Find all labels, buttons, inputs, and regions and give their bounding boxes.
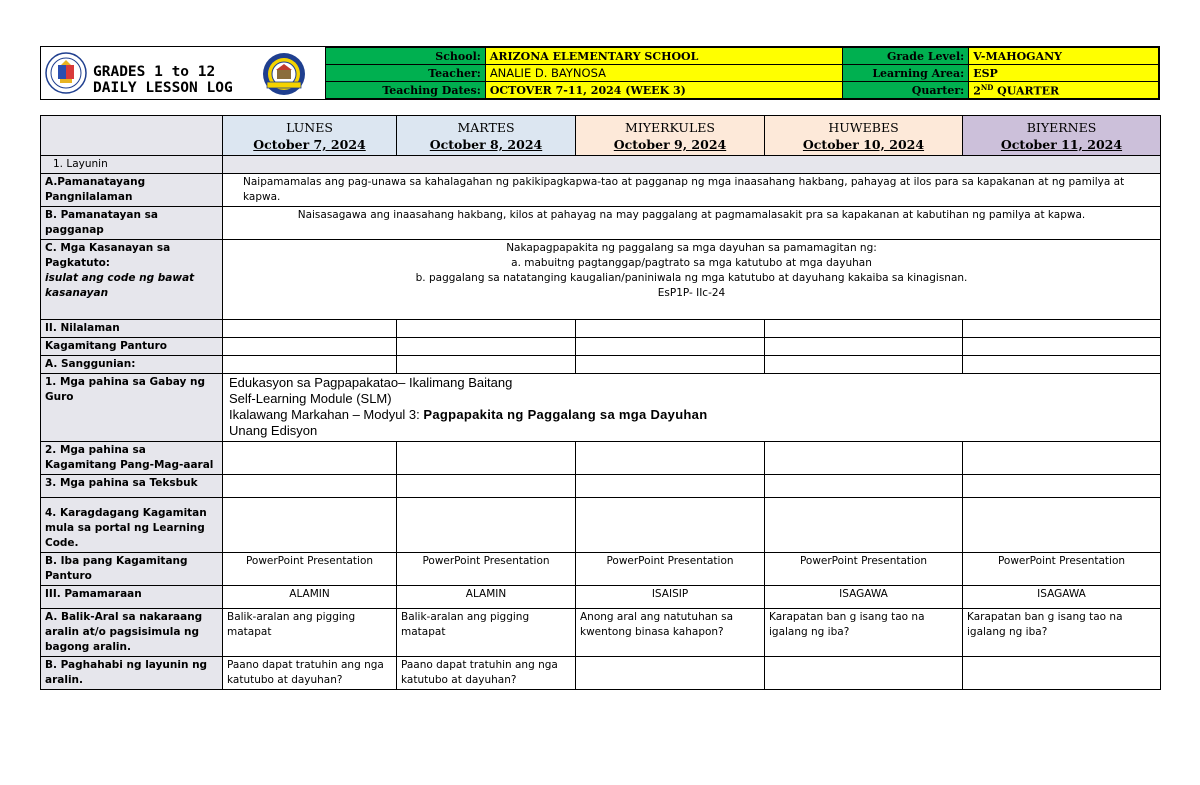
teaching-dates-label: Teaching Dates: [326,82,486,99]
row-pamamaraan [41,586,1161,609]
row-teksbuk [41,475,1161,498]
quarter-label: Quarter: [843,82,969,99]
day-date: October 7, 2024 [253,136,366,152]
empty-cell [765,475,963,498]
learning-area-value: ESP [969,65,1159,82]
title-grades: GRADES 1 to 12 [93,64,216,80]
day-date: October 9, 2024 [613,136,727,152]
quarter-suffix: ND [980,82,994,92]
deped-seal-icon [45,52,87,94]
empty-cell [397,498,576,553]
balik-aral-value: Karapatan ban g isang tao na igalang ng iba? [765,609,963,657]
balik-aral-value: Karapatan ban g isang tao na igalang ng iba? [963,609,1161,657]
school-seal-icon [261,52,307,96]
kasanayan-line: b. paggalang sa natatanging kaugalian/paniniwala ng mga katutubo at dayuhang kakaiba sa kinagisnan. [415,272,968,284]
gabay-line [229,407,1156,423]
quarter-value [969,82,1159,99]
empty-cell [576,356,765,374]
pamamaraan-value: ALAMIN [223,586,397,609]
day-martes [397,116,576,156]
layunin-label: 1. Layunin [41,156,223,174]
pagganap-label: B. Pamanatayan sa pagganap [41,207,223,240]
day-miyerkules [576,116,765,156]
iba-value: PowerPoint Presentation [576,553,765,586]
iba-value: PowerPoint Presentation [765,553,963,586]
grade-level-label: Grade Level: [843,48,969,65]
empty-cell [765,320,963,338]
pamanatayang-label: A.Pamanatayang Pangnilalaman [41,174,223,207]
day-name: HUWEBES [828,119,899,135]
paghahabi-value [765,657,963,690]
corner-cell [41,116,223,156]
balik-aral-value: Balik-aralan ang pigging matapat [223,609,397,657]
empty-cell [397,320,576,338]
layunin-span [223,156,1161,174]
school-value: ARIZONA ELEMENTARY SCHOOL [485,48,843,65]
lesson-log-table [40,115,1161,690]
gabay-line: Unang Edisyon [229,423,318,438]
empty-cell [963,338,1161,356]
kasanayan-note: isulat ang code ng bawat kasanayan [45,272,195,299]
row-pagganap [41,207,1161,240]
gabay-module-title: Pagpapakita ng Paggalang sa mga Dayuhan [423,407,708,422]
paghahabi-label: B. Paghahabi ng layunin ng aralin. [41,657,223,690]
empty-cell [397,338,576,356]
balik-aral-value: Balik-aralan ang pigging matapat [397,609,576,657]
gabay-label: 1. Mga pahina sa Gabay ng Guro [41,374,223,442]
pamamaraan-value: ISAGAWA [963,586,1161,609]
empty-cell [397,475,576,498]
quarter-number: 2 [973,84,981,98]
kasanayan-text [223,240,1161,320]
iba-value: PowerPoint Presentation [397,553,576,586]
empty-cell [223,320,397,338]
day-lunes [223,116,397,156]
balik-aral-value: Anong aral ang natutuhan sa kwentong binasa kahapon? [576,609,765,657]
empty-cell [963,498,1161,553]
grade-level-value: V-MAHOGANY [969,48,1159,65]
gabay-module: Ikalawang Markahan – Modyul 3: [229,407,424,422]
teaching-dates-value: OCTOVER 7-11, 2024 (WEEK 3) [485,82,843,99]
empty-cell [576,442,765,475]
empty-cell [576,320,765,338]
row-magaaral [41,442,1161,475]
day-header-row [41,116,1161,156]
title-daily-log: DAILY LESSON LOG [93,80,233,96]
row-pamanatayang [41,174,1161,207]
day-date: October 10, 2024 [802,136,925,152]
empty-cell [397,442,576,475]
gabay-text [223,374,1161,442]
learning-area-label: Learning Area: [843,65,969,82]
kasanayan-title: C. Mga Kasanayan sa Pagkatuto: [45,242,171,269]
row-sanggunian [41,356,1161,374]
empty-cell [223,442,397,475]
teacher-label: Teacher: [326,65,486,82]
day-name: MARTES [457,119,515,135]
empty-cell [576,338,765,356]
row-karagdagang [41,498,1161,553]
empty-cell [963,320,1161,338]
empty-cell [963,442,1161,475]
row-gabay [41,374,1161,442]
day-biyernes [963,116,1161,156]
day-name: MIYERKULES [625,119,715,135]
kagamitang-label: Kagamitang Panturo [41,338,223,356]
empty-cell [765,498,963,553]
kasanayan-label [41,240,223,320]
empty-cell [397,356,576,374]
lesson-log-header [40,46,1160,100]
empty-cell [963,475,1161,498]
pamamaraan-label: III. Pamamaraan [41,586,223,609]
day-date: October 8, 2024 [429,136,543,152]
paghahabi-value: Paano dapat tratuhin ang nga katutubo at dayuhan? [223,657,397,690]
empty-cell [765,356,963,374]
sanggunian-label: A. Sanggunian: [41,356,223,374]
magaaral-label: 2. Mga pahina sa Kagamitang Pang-Mag-aaral [41,442,223,475]
iba-label: B. Iba pang Kagamitang Panturo [41,553,223,586]
row-nilalaman [41,320,1161,338]
empty-cell [576,475,765,498]
iba-value: PowerPoint Presentation [963,553,1161,586]
gabay-line: Self-Learning Module (SLM) [229,391,392,406]
empty-cell [223,498,397,553]
kasanayan-line: Nakapagpapakita ng paggalang sa mga dayuhan sa pamamagitan ng: [506,242,877,254]
empty-cell [576,498,765,553]
teacher-value: ANALIE D. BAYNOSA [485,65,843,82]
empty-cell [223,475,397,498]
pamanatayang-text: Naipamamalas ang pag-unawa sa kahalagahan ng pakikipagkapwa-tao at pagganap ng mga inaasahang hakbang, pahayag at ilos para sa kapakanan at ng pamilya at kapwa. [223,174,1161,207]
paghahabi-value: Paano dapat tratuhin ang nga katutubo at dayuhan? [397,657,576,690]
iba-value: PowerPoint Presentation [223,553,397,586]
teksbuk-label: 3. Mga pahina sa Teksbuk [41,475,223,498]
day-name: BIYERNES [1026,119,1097,135]
karagdagang-label: 4. Karagdagang Kagamitan mula sa portal ng Learning Code. [41,498,223,553]
row-kasanayan [41,240,1161,320]
quarter-word: QUARTER [997,84,1060,98]
day-date: October 11, 2024 [1000,136,1123,152]
empty-cell [765,338,963,356]
school-label: School: [326,48,486,65]
pagganap-text: Naisasagawa ang inaasahang hakbang, kilos at pahayag na may paggalang at pagmamalasakit pra sa kapakanan at kabutihan ng pamilya at kapwa. [223,207,1161,240]
nilalaman-label: II. Nilalaman [41,320,223,338]
day-huwebes [765,116,963,156]
row-paghahabi [41,657,1161,690]
row-balik-aral [41,609,1161,657]
header-info-grid [325,47,1159,99]
row-iba [41,553,1161,586]
paghahabi-value [576,657,765,690]
day-name: LUNES [286,119,333,135]
gabay-line: Edukasyon sa Pagpapakatao– Ikalimang Baitang [229,375,513,390]
header-title [93,64,233,96]
row-layunin [41,156,1161,174]
row-kagamitang [41,338,1161,356]
kasanayan-code: EsP1P- IIc-24 [657,287,726,299]
empty-cell [223,356,397,374]
pamamaraan-value: ISAISIP [576,586,765,609]
balik-aral-label: A. Balik-Aral sa nakaraang aralin at/o pagsisimula ng bagong aralin. [41,609,223,657]
pamamaraan-value: ALAMIN [397,586,576,609]
empty-cell [223,338,397,356]
empty-cell [765,442,963,475]
empty-cell [963,356,1161,374]
header-title-block [41,47,326,99]
paghahabi-value [963,657,1161,690]
pamamaraan-value: ISAGAWA [765,586,963,609]
kasanayan-line: a. mabuitng pagtanggap/pagtrato sa mga katutubo at mga dayuhan [511,257,872,269]
